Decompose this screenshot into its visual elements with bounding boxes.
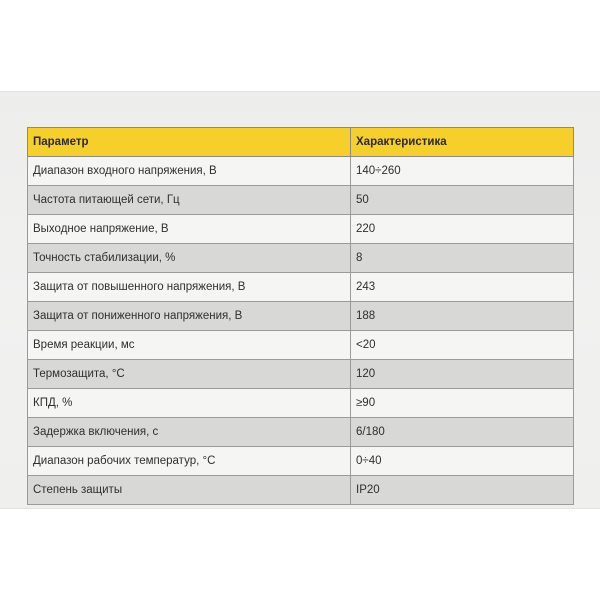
parameter-cell: Выходное напряжение, В <box>28 215 351 244</box>
value-cell: 220 <box>351 215 574 244</box>
parameter-cell: Задержка включения, с <box>28 418 351 447</box>
value-cell: ≥90 <box>351 389 574 418</box>
table-row <box>28 418 574 447</box>
value-cell: <20 <box>351 331 574 360</box>
value-cell: 6/180 <box>351 418 574 447</box>
table-row <box>28 360 574 389</box>
parameter-cell: Точность стабилизации, % <box>28 244 351 273</box>
table-row <box>28 302 574 331</box>
table-row <box>28 447 574 476</box>
table-row <box>28 331 574 360</box>
parameter-cell: Защита от пониженного напряжения, В <box>28 302 351 331</box>
table-row <box>28 186 574 215</box>
value-cell: 188 <box>351 302 574 331</box>
parameter-cell: Диапазон входного напряжения, В <box>28 157 351 186</box>
table-row <box>28 476 574 505</box>
table-row <box>28 215 574 244</box>
column-header-parameter: Параметр <box>28 128 351 157</box>
specifications-table <box>27 127 574 505</box>
parameter-cell: Степень защиты <box>28 476 351 505</box>
value-cell: 243 <box>351 273 574 302</box>
table-row <box>28 157 574 186</box>
column-header-value: Характеристика <box>351 128 574 157</box>
parameter-cell: Термозащита, °С <box>28 360 351 389</box>
parameter-cell: КПД, % <box>28 389 351 418</box>
parameter-cell: Защита от повышенного напряжения, В <box>28 273 351 302</box>
value-cell: 8 <box>351 244 574 273</box>
table-row <box>28 244 574 273</box>
parameter-cell: Диапазон рабочих температур, °С <box>28 447 351 476</box>
value-cell: 120 <box>351 360 574 389</box>
value-cell: 0÷40 <box>351 447 574 476</box>
value-cell: 140÷260 <box>351 157 574 186</box>
parameter-cell: Время реакции, мс <box>28 331 351 360</box>
table-header-row <box>28 128 574 157</box>
table-row <box>28 389 574 418</box>
value-cell: IP20 <box>351 476 574 505</box>
value-cell: 50 <box>351 186 574 215</box>
table-row <box>28 273 574 302</box>
parameter-cell: Частота питающей сети, Гц <box>28 186 351 215</box>
